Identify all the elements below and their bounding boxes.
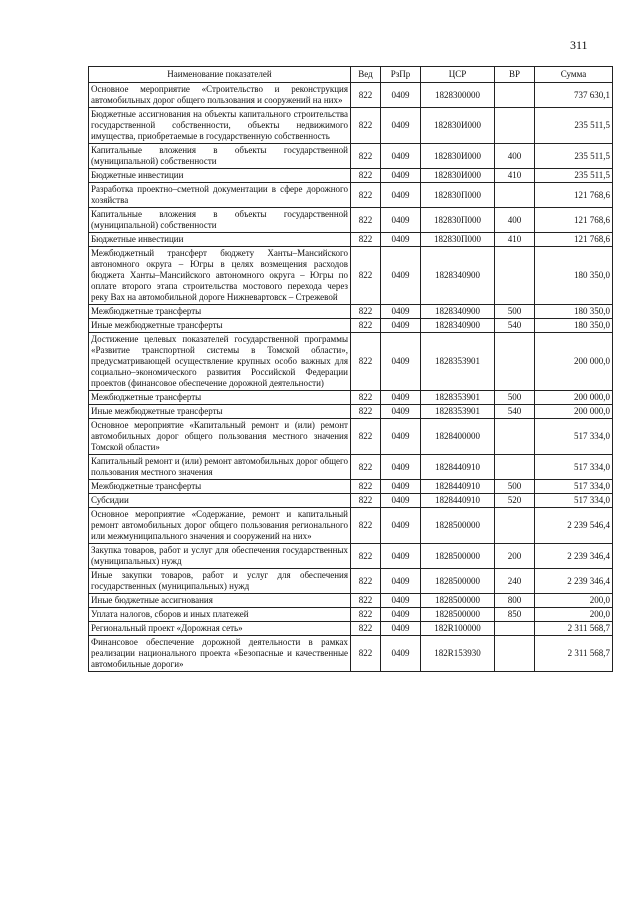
cell-ved: 822 bbox=[351, 233, 381, 247]
cell-rzpr: 0409 bbox=[381, 419, 421, 455]
cell-ved: 822 bbox=[351, 480, 381, 494]
cell-rzpr: 0409 bbox=[381, 233, 421, 247]
cell-name: Иные бюджетные ассигнования bbox=[89, 594, 351, 608]
cell-rzpr: 0409 bbox=[381, 108, 421, 144]
cell-csr: 1828340900 bbox=[421, 247, 495, 305]
cell-name: Основное мероприятие «Содержание, ремонт и капитальный ремонт автомобильных дорог общего пользования регионального или межмуниципального значения и сооружений на них» bbox=[89, 508, 351, 544]
cell-rzpr: 0409 bbox=[381, 594, 421, 608]
cell-csr: 1828500000 bbox=[421, 544, 495, 569]
table-row bbox=[89, 247, 613, 305]
cell-rzpr: 0409 bbox=[381, 622, 421, 636]
cell-ved: 822 bbox=[351, 608, 381, 622]
cell-vr bbox=[495, 508, 535, 544]
cell-vr: 520 bbox=[495, 494, 535, 508]
cell-rzpr: 0409 bbox=[381, 183, 421, 208]
cell-vr: 400 bbox=[495, 144, 535, 169]
cell-rzpr: 0409 bbox=[381, 480, 421, 494]
table-body bbox=[89, 83, 613, 672]
cell-vr bbox=[495, 247, 535, 305]
cell-sum: 200 000,0 bbox=[535, 391, 613, 405]
cell-ved: 822 bbox=[351, 83, 381, 108]
cell-ved: 822 bbox=[351, 594, 381, 608]
page-number: 311 bbox=[570, 38, 588, 52]
cell-csr: 182R100000 bbox=[421, 622, 495, 636]
cell-csr: 1828400000 bbox=[421, 419, 495, 455]
cell-sum: 2 239 346,4 bbox=[535, 569, 613, 594]
cell-rzpr: 0409 bbox=[381, 569, 421, 594]
cell-sum: 121 768,6 bbox=[535, 233, 613, 247]
table-row bbox=[89, 594, 613, 608]
cell-csr: 182830И000 bbox=[421, 144, 495, 169]
cell-name: Субсидии bbox=[89, 494, 351, 508]
cell-rzpr: 0409 bbox=[381, 405, 421, 419]
cell-rzpr: 0409 bbox=[381, 333, 421, 391]
table-row bbox=[89, 419, 613, 455]
cell-sum: 235 511,5 bbox=[535, 144, 613, 169]
cell-csr: 1828353901 bbox=[421, 333, 495, 391]
cell-ved: 822 bbox=[351, 405, 381, 419]
header-sum: Сумма bbox=[535, 67, 613, 83]
table-header-row bbox=[89, 67, 613, 83]
cell-name: Бюджетные инвестиции bbox=[89, 233, 351, 247]
cell-csr: 1828353901 bbox=[421, 391, 495, 405]
table-row bbox=[89, 480, 613, 494]
table-row bbox=[89, 508, 613, 544]
cell-sum: 517 334,0 bbox=[535, 455, 613, 480]
cell-ved: 822 bbox=[351, 391, 381, 405]
cell-sum: 517 334,0 bbox=[535, 494, 613, 508]
cell-rzpr: 0409 bbox=[381, 83, 421, 108]
cell-vr bbox=[495, 333, 535, 391]
cell-ved: 822 bbox=[351, 569, 381, 594]
table-row bbox=[89, 391, 613, 405]
cell-vr bbox=[495, 419, 535, 455]
header-csr: ЦСР bbox=[421, 67, 495, 83]
cell-ved: 822 bbox=[351, 622, 381, 636]
cell-ved: 822 bbox=[351, 319, 381, 333]
cell-ved: 822 bbox=[351, 183, 381, 208]
cell-sum: 737 630,1 bbox=[535, 83, 613, 108]
cell-ved: 822 bbox=[351, 508, 381, 544]
cell-sum: 235 511,5 bbox=[535, 169, 613, 183]
table-row bbox=[89, 455, 613, 480]
cell-vr: 500 bbox=[495, 391, 535, 405]
cell-vr bbox=[495, 108, 535, 144]
table-row bbox=[89, 622, 613, 636]
cell-name: Бюджетные инвестиции bbox=[89, 169, 351, 183]
cell-sum: 200,0 bbox=[535, 608, 613, 622]
cell-rzpr: 0409 bbox=[381, 169, 421, 183]
cell-vr: 500 bbox=[495, 480, 535, 494]
cell-sum: 200,0 bbox=[535, 594, 613, 608]
cell-vr: 410 bbox=[495, 169, 535, 183]
header-vr: ВР bbox=[495, 67, 535, 83]
cell-name: Бюджетные ассигнования на объекты капитального строительства государственной собственности, объекты недвижимого имущества, приобретаемые в государственную собственность bbox=[89, 108, 351, 144]
cell-vr: 240 bbox=[495, 569, 535, 594]
cell-rzpr: 0409 bbox=[381, 247, 421, 305]
cell-name: Иные закупки товаров, работ и услуг для обеспечения государственных (муниципальных) нужд bbox=[89, 569, 351, 594]
cell-rzpr: 0409 bbox=[381, 455, 421, 480]
cell-csr: 1828500000 bbox=[421, 594, 495, 608]
cell-csr: 1828340900 bbox=[421, 305, 495, 319]
cell-name: Межбюджетные трансферты bbox=[89, 305, 351, 319]
cell-sum: 2 239 346,4 bbox=[535, 544, 613, 569]
cell-vr: 500 bbox=[495, 305, 535, 319]
cell-vr: 400 bbox=[495, 208, 535, 233]
cell-csr: 182830П000 bbox=[421, 233, 495, 247]
cell-name: Достижение целевых показателей государственной программы «Развитие транспортной системы в Томской области», предусматривающей осуществление крупных особо важных для социально–экономического развития Российской Федерации проектов (финансовое обеспечение дорожной деятельности) bbox=[89, 333, 351, 391]
cell-csr: 1828353901 bbox=[421, 405, 495, 419]
cell-rzpr: 0409 bbox=[381, 208, 421, 233]
cell-name: Капитальные вложения в объекты государственной (муниципальной) собственности bbox=[89, 208, 351, 233]
table-row bbox=[89, 144, 613, 169]
cell-csr: 1828500000 bbox=[421, 508, 495, 544]
cell-rzpr: 0409 bbox=[381, 319, 421, 333]
cell-rzpr: 0409 bbox=[381, 144, 421, 169]
cell-csr: 1828300000 bbox=[421, 83, 495, 108]
cell-name: Финансовое обеспечение дорожной деятельности в рамках реализации национального проекта «Безопасные и качественные автомобильные дороги» bbox=[89, 636, 351, 672]
cell-vr: 200 bbox=[495, 544, 535, 569]
cell-rzpr: 0409 bbox=[381, 305, 421, 319]
cell-vr bbox=[495, 183, 535, 208]
header-name: Наименование показателей bbox=[89, 67, 351, 83]
cell-name: Иные межбюджетные трансферты bbox=[89, 405, 351, 419]
cell-csr: 182830И000 bbox=[421, 169, 495, 183]
cell-sum: 200 000,0 bbox=[535, 405, 613, 419]
cell-csr: 1828500000 bbox=[421, 608, 495, 622]
cell-name: Региональный проект «Дорожная сеть» bbox=[89, 622, 351, 636]
table-row bbox=[89, 169, 613, 183]
header-rzpr: РзПр bbox=[381, 67, 421, 83]
cell-csr: 1828440910 bbox=[421, 494, 495, 508]
cell-ved: 822 bbox=[351, 247, 381, 305]
cell-ved: 822 bbox=[351, 144, 381, 169]
cell-name: Уплата налогов, сборов и иных платежей bbox=[89, 608, 351, 622]
cell-rzpr: 0409 bbox=[381, 636, 421, 672]
cell-csr: 1828500000 bbox=[421, 569, 495, 594]
cell-ved: 822 bbox=[351, 636, 381, 672]
cell-sum: 200 000,0 bbox=[535, 333, 613, 391]
cell-csr: 1828440910 bbox=[421, 455, 495, 480]
cell-vr bbox=[495, 83, 535, 108]
table-row bbox=[89, 233, 613, 247]
cell-sum: 121 768,6 bbox=[535, 183, 613, 208]
cell-sum: 517 334,0 bbox=[535, 480, 613, 494]
cell-name: Капитальный ремонт и (или) ремонт автомобильных дорог общего пользования местного значения bbox=[89, 455, 351, 480]
table-row bbox=[89, 319, 613, 333]
cell-name: Основное мероприятие «Строительство и реконструкция автомобильных дорог общего пользования и сооружений на них» bbox=[89, 83, 351, 108]
cell-csr: 1828340900 bbox=[421, 319, 495, 333]
cell-ved: 822 bbox=[351, 455, 381, 480]
cell-name: Капитальные вложения в объекты государственной (муниципальной) собственности bbox=[89, 144, 351, 169]
cell-name: Основное мероприятие «Капитальный ремонт и (или) ремонт автомобильных дорог общего пользования местного значения Томской области» bbox=[89, 419, 351, 455]
cell-name: Разработка проектно–сметной документации в сфере дорожного хозяйства bbox=[89, 183, 351, 208]
table-row bbox=[89, 305, 613, 319]
table-row bbox=[89, 405, 613, 419]
cell-rzpr: 0409 bbox=[381, 494, 421, 508]
table-row bbox=[89, 108, 613, 144]
cell-ved: 822 bbox=[351, 305, 381, 319]
cell-csr: 182830П000 bbox=[421, 208, 495, 233]
cell-vr bbox=[495, 455, 535, 480]
table-row bbox=[89, 494, 613, 508]
table-row bbox=[89, 83, 613, 108]
cell-ved: 822 bbox=[351, 494, 381, 508]
cell-name: Закупка товаров, работ и услуг для обеспечения государственных (муниципальных) нужд bbox=[89, 544, 351, 569]
header-ved: Вед bbox=[351, 67, 381, 83]
table-row bbox=[89, 544, 613, 569]
table-row bbox=[89, 608, 613, 622]
cell-ved: 822 bbox=[351, 419, 381, 455]
cell-name: Иные межбюджетные трансферты bbox=[89, 319, 351, 333]
cell-rzpr: 0409 bbox=[381, 544, 421, 569]
table-row bbox=[89, 208, 613, 233]
cell-csr: 182R153930 bbox=[421, 636, 495, 672]
cell-ved: 822 bbox=[351, 108, 381, 144]
cell-vr: 410 bbox=[495, 233, 535, 247]
cell-sum: 2 239 546,4 bbox=[535, 508, 613, 544]
cell-csr: 182830И000 bbox=[421, 108, 495, 144]
cell-vr: 850 bbox=[495, 608, 535, 622]
cell-ved: 822 bbox=[351, 333, 381, 391]
table-row bbox=[89, 333, 613, 391]
cell-sum: 180 350,0 bbox=[535, 319, 613, 333]
cell-vr: 800 bbox=[495, 594, 535, 608]
cell-sum: 235 511,5 bbox=[535, 108, 613, 144]
cell-vr: 540 bbox=[495, 405, 535, 419]
cell-vr: 540 bbox=[495, 319, 535, 333]
cell-vr bbox=[495, 622, 535, 636]
cell-name: Межбюджетные трансферты bbox=[89, 391, 351, 405]
cell-vr bbox=[495, 636, 535, 672]
table-row bbox=[89, 636, 613, 672]
cell-rzpr: 0409 bbox=[381, 608, 421, 622]
cell-sum: 2 311 568,7 bbox=[535, 636, 613, 672]
cell-ved: 822 bbox=[351, 169, 381, 183]
cell-name: Межбюджетный трансферт бюджету Ханты–Мансийского автономного округа – Югры в целях возмещения расходов бюджета Ханты–Мансийского автономного округа – Югры по оплате второго этапа строительства мостового перехода через реку Вах на автомобильной дороге Нижневартовск – Стрежевой bbox=[89, 247, 351, 305]
cell-sum: 180 350,0 bbox=[535, 305, 613, 319]
cell-csr: 182830П000 bbox=[421, 183, 495, 208]
cell-rzpr: 0409 bbox=[381, 508, 421, 544]
cell-csr: 1828440910 bbox=[421, 480, 495, 494]
cell-sum: 2 311 568,7 bbox=[535, 622, 613, 636]
cell-rzpr: 0409 bbox=[381, 391, 421, 405]
table-row bbox=[89, 569, 613, 594]
cell-ved: 822 bbox=[351, 208, 381, 233]
cell-name: Межбюджетные трансферты bbox=[89, 480, 351, 494]
table-row bbox=[89, 183, 613, 208]
cell-sum: 180 350,0 bbox=[535, 247, 613, 305]
cell-ved: 822 bbox=[351, 544, 381, 569]
cell-sum: 517 334,0 bbox=[535, 419, 613, 455]
budget-table bbox=[88, 66, 613, 672]
cell-sum: 121 768,6 bbox=[535, 208, 613, 233]
